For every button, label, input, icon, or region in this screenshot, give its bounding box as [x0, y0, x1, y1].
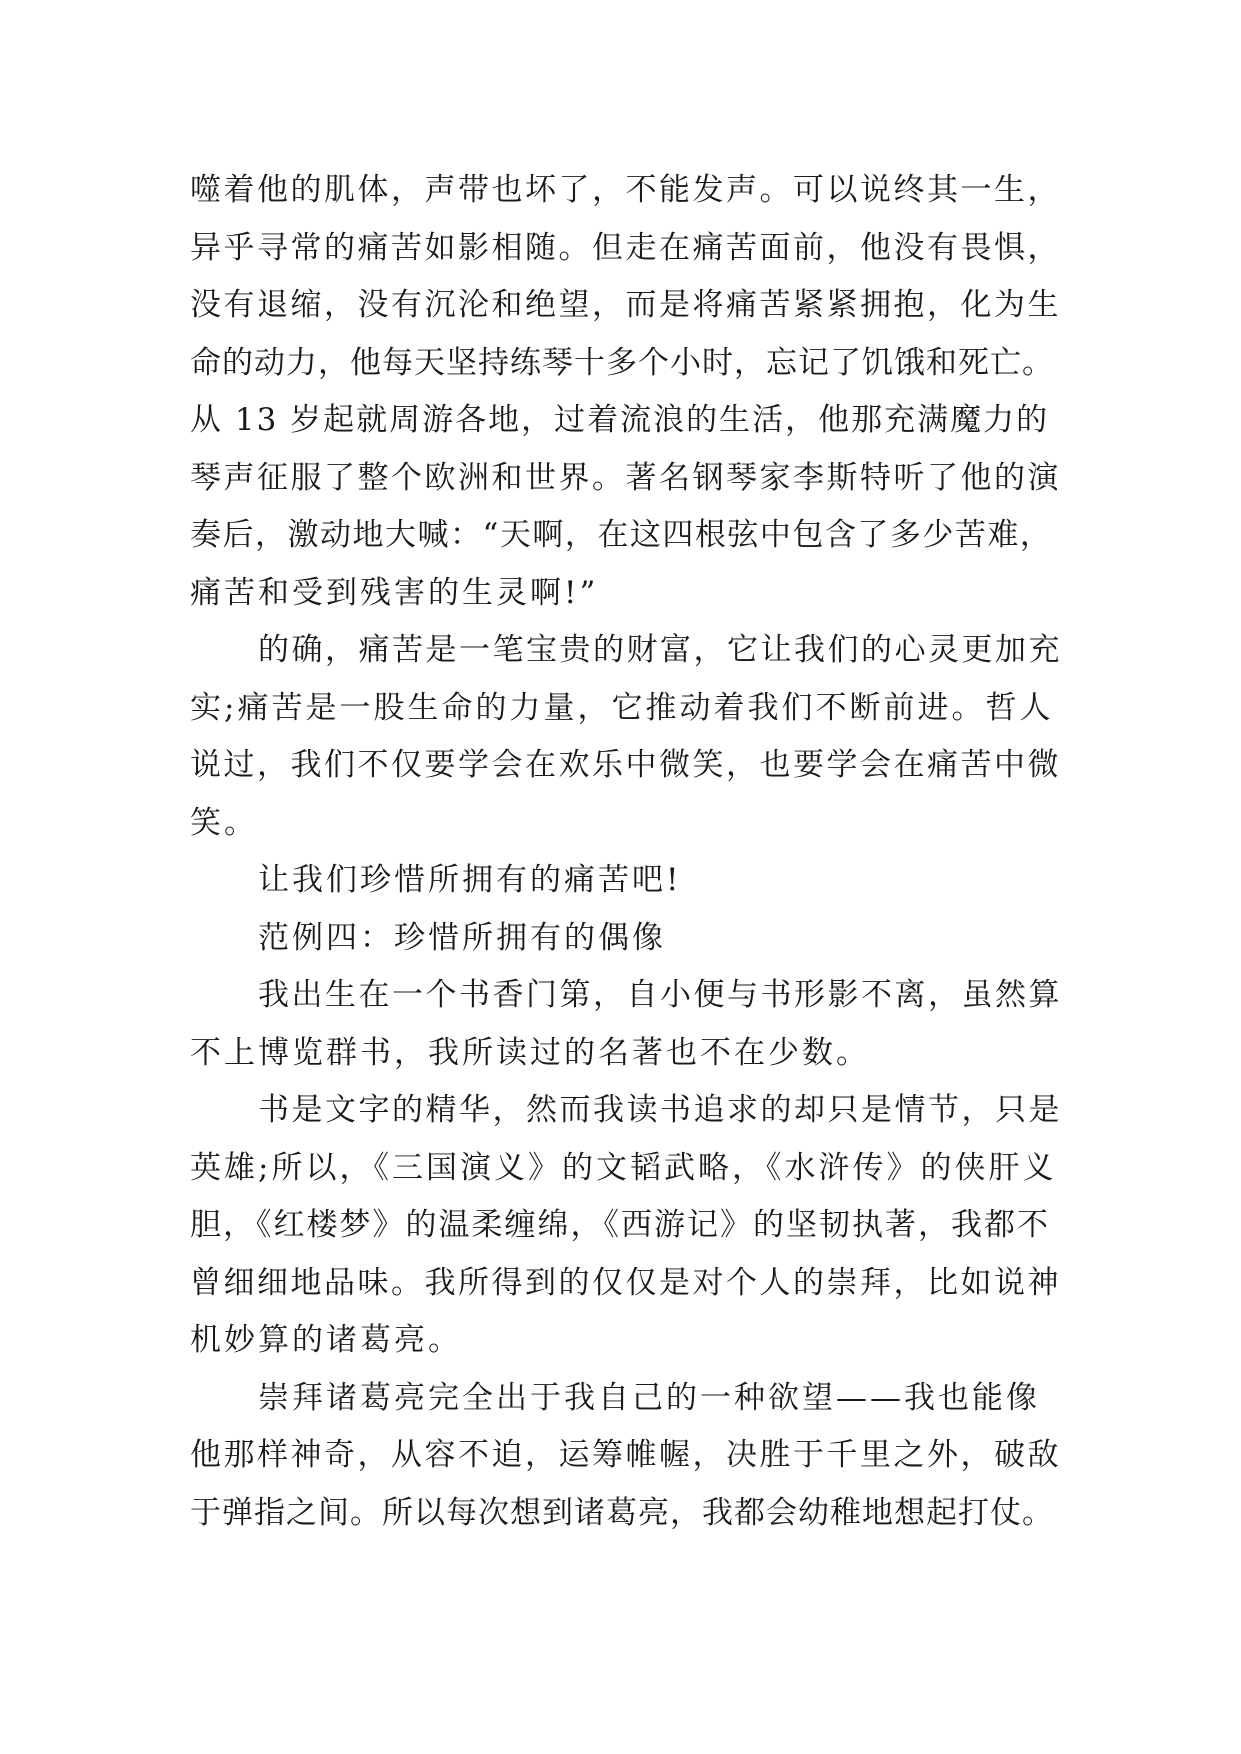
text-line: 曾细细地品味。我所得到的仅仅是对个人的崇拜，比如说神 [190, 1264, 1061, 1301]
text-line: 从 13 岁起就周游各地，过着流浪的生活，他那充满魔力的 [190, 402, 1050, 438]
text-line: 没有退缩，没有沉沦和绝望，而是将痛苦紧紧拥抱，化为生 [190, 287, 1061, 323]
text-line: 胆，《红楼梦》的温柔缠绵，《西游记》的坚韧执著，我都不 [190, 1207, 1050, 1243]
text-line: 不上博览群书，我所读过的名著也不在少数。 [190, 1034, 870, 1071]
text-line: 实;痛苦是一股生命的力量，它推动着我们不断前进。哲人 [190, 689, 1054, 726]
text-line: 琴声征服了整个欧洲和世界。著名钢琴家李斯特听了他的演 [190, 459, 1061, 496]
text-line: 崇拜诸葛亮完全出于我自己的一种欲望——我也能像 [258, 1379, 1040, 1416]
text-line: 异乎寻常的痛苦如影相随。但走在痛苦面前，他没有畏惧， [190, 229, 1061, 266]
text-line: 书是文字的精华，然而我读书追求的却只是情节，只是 [258, 1092, 1062, 1128]
text-line: 的确，痛苦是一笔宝贵的财富，它让我们的心灵更加充 [258, 632, 1062, 668]
text-line: 让我们珍惜所拥有的痛苦吧! [258, 862, 682, 898]
text-line: 噬着他的肌体，声带也坏了，不能发声。可以说终其一生， [190, 172, 1061, 208]
text-line: 命的动力，他每天坚持练琴十多个小时，忘记了饥饿和死亡。 [190, 344, 1054, 381]
text-line: 说过，我们不仅要学会在欢乐中微笑，也要学会在痛苦中微 [190, 747, 1061, 783]
text-line: 笑。 [190, 804, 258, 841]
text-line: 痛苦和受到残害的生灵啊!” [190, 574, 599, 611]
document-body [190, 162, 1062, 1542]
text-line: 于弹指之间。所以每次想到诸葛亮，我都会幼稚地想起打仗。 [190, 1494, 1054, 1531]
text-line: 英雄;所以，《三国演义》的文韬武略，《水浒传》的侠肝义 [190, 1149, 1057, 1186]
text-line: 机妙算的诸葛亮。 [190, 1322, 462, 1358]
section-heading: 范例四：珍惜所拥有的偶像 [258, 919, 666, 956]
text-line: 他那样神奇，从容不迫，运筹帷幄，决胜于千里之外，破敌 [190, 1437, 1061, 1473]
text-line: 奏后，激动地大喊：“天啊，在这四根弦中包含了多少苦难， [190, 517, 1053, 553]
text-line: 我出生在一个书香门第，自小便与书形影不离，虽然算 [258, 977, 1062, 1013]
